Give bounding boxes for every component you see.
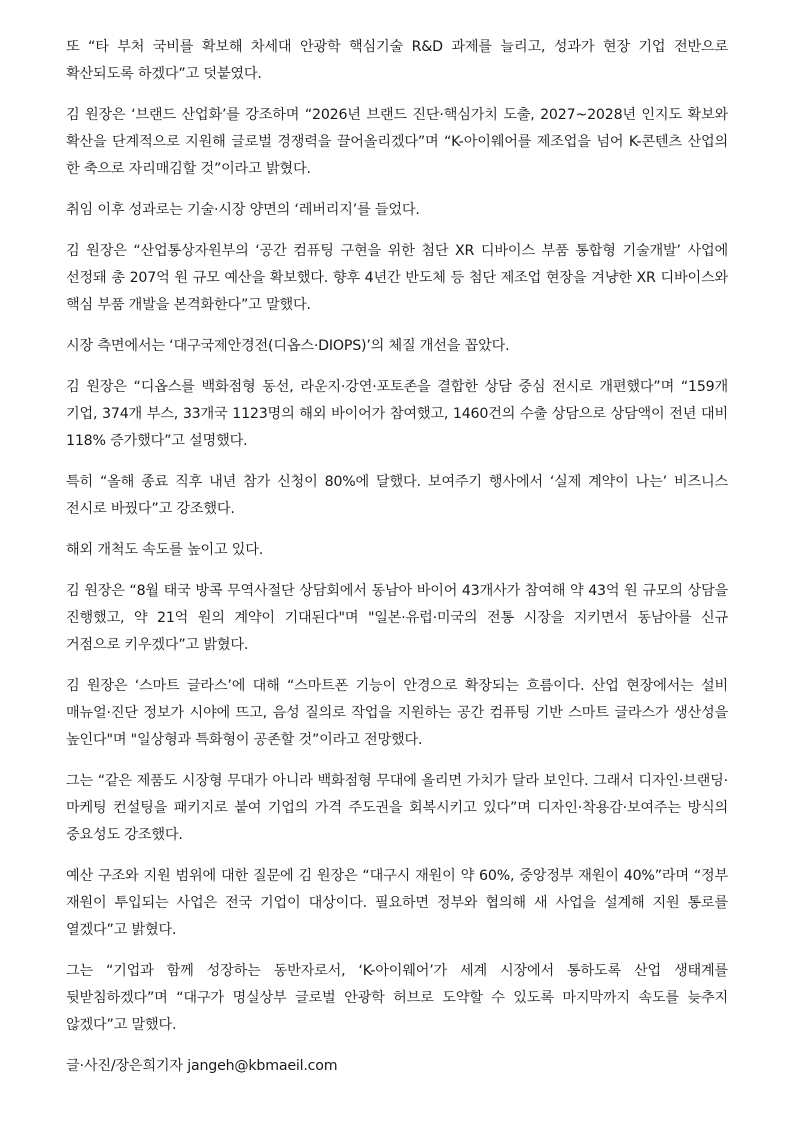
paragraph: 김 원장은 “디옵스를 백화점형 동선, 라운지·강연·포토존을 결합한 상담 중심 전시로 개편했다”며 “159개 기업, 374개 부스, 33개국 1123명의 해외 바이어가 참여했고, 1460건의 수출 상담으로 상담액이 전년 대비 118% 증가했다”고 설명했다. — [66, 379, 728, 449]
paragraph: 김 원장은 ‘스마트 글라스’에 대해 “스마트폰 기능이 안경으로 확장되는 흐름이다. 산업 현장에서는 설비 매뉴얼·진단 정보가 시야에 뜨고, 음성 질의로 작업을 지원하는 공간 컴퓨팅 기반 스마트 글라스가 생산성을 높인다"며 "일상형과 특화형이 공존할 것”이라고 전망했다. — [66, 678, 728, 748]
article-body — [66, 34, 728, 1080]
paragraph: 해외 개척도 속도를 높이고 있다. — [66, 542, 264, 558]
paragraph: 김 원장은 “산업통상자원부의 ‘공간 컴퓨팅 구현을 위한 첨단 XR 디바이스 부품 통합형 기술개발’ 사업에 선정돼 총 207억 원 규모 예산을 확보했다. 향후 4년간 반도체 등 첨단 제조업 현장을 겨냥한 XR 디바이스와 핵심 부품 개발을 본격화한다”고 말했다. — [66, 243, 728, 313]
paragraph: 그는 “같은 제품도 시장형 무대가 아니라 백화점형 무대에 올리면 가치가 달라 보인다. 그래서 디자인·브랜딩·마케팅 컨설팅을 패키지로 붙여 기업의 가격 주도권을 회복시키고 있다”며 디자인·착용감·보여주는 방식의 중요성도 강조했다. — [66, 773, 728, 843]
paragraph: 예산 구조와 지원 범위에 대한 질문에 김 원장은 “대구시 재원이 약 60%, 중앙정부 재원이 40%”라며 “정부 재원이 투입되는 사업은 전국 기업이 대상이다. 필요하면 정부와 협의해 새 사업을 설계해 지원 통로를 열겠다”고 밝혔다. — [66, 868, 728, 938]
paragraph: 그는 “기업과 함께 성장하는 동반자로서, ‘K-아이웨어’가 세계 시장에서 통하도록 산업 생태계를 뒷받침하겠다”며 “대구가 명실상부 글로벌 안광학 허브로 도약할 수 있도록 마지막까지 속도를 늦추지 않겠다”고 말했다. — [66, 963, 728, 1033]
paragraph: 특히 “올해 종료 직후 내년 참가 신청이 80%에 달했다. 보여주기 행사에서 ‘실제 계약이 나는’ 비즈니스 전시로 바꿨다”고 강조했다. — [66, 474, 728, 517]
byline: 글·사진/장은희기자 jangeh@kbmaeil.com — [66, 1058, 338, 1074]
paragraph: 시장 측면에서는 ‘대구국제안경전(디옵스·DIOPS)’의 체질 개선을 꼽았다. — [66, 338, 510, 354]
paragraph: 취임 이후 성과로는 기술·시장 양면의 ‘레버리지’를 들었다. — [66, 202, 420, 218]
paragraph: 또 “타 부처 국비를 확보해 차세대 안광학 핵심기술 R&D 과제를 늘리고, 성과가 현장 기업 전반으로 확산되도록 하겠다”고 덧붙였다. — [66, 39, 728, 82]
paragraph: 김 원장은 “8월 태국 방콕 무역사절단 상담회에서 동남아 바이어 43개사가 참여해 약 43억 원 규모의 상담을 진행했고, 약 21억 원의 계약이 기대된다"며 "일본·유럽·미국의 전통 시장을 지키면서 동남아를 신규 거점으로 키우겠다”고 밝혔다. — [66, 583, 728, 653]
paragraph: 김 원장은 ‘브랜드 산업화’를 강조하며 “2026년 브랜드 진단·핵심가치 도출, 2027~2028년 인지도 확보와 확산을 단계적으로 지원해 글로벌 경쟁력을 끌어올리겠다”며 “K-아이웨어를 제조업을 넘어 K-콘텐츠 산업의 한 축으로 자리매김할 것”이라고 밝혔다. — [66, 107, 728, 177]
